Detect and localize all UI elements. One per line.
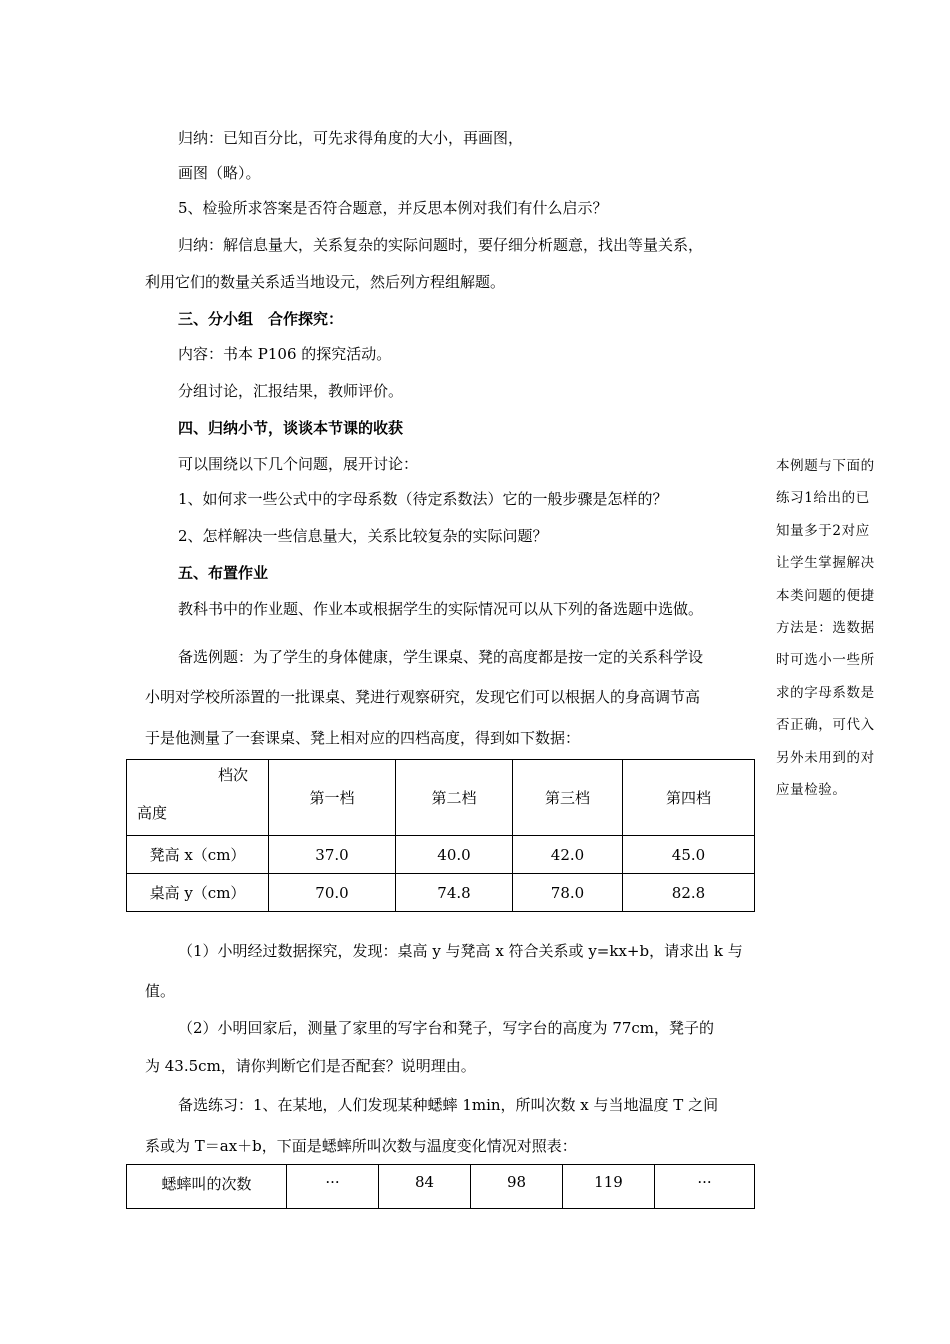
question-1-line-2: 值。 [145, 982, 176, 1000]
table-cell: 40.0 [396, 836, 513, 874]
exercise-line-2: 系或为 T＝ax＋b，下面是蟋蟀所叫次数与温度变化情况对照表： [145, 1137, 577, 1155]
paragraph-question-1: 1、如何求一些公式中的字母系数（待定系数法）它的一般步骤是怎样的？ [178, 490, 668, 508]
paragraph-example-line-1: 备选例题：为了学生的身体健康，学生课桌、凳的高度都是按一定的关系科学设 [178, 648, 704, 666]
table-cell: 37.0 [269, 836, 396, 874]
cricket-chirp-table [126, 1164, 755, 1209]
paragraph-question-2: 2、怎样解决一些信息量大，关系比较复杂的实际问题？ [178, 527, 548, 545]
question-2-line-2: 为 43.5cm，请你判断它们是否配套？说明理由。 [145, 1057, 476, 1075]
table-cell: ··· [655, 1165, 755, 1209]
table-cell: 98 [471, 1165, 563, 1209]
section-heading-3: 三、分小组 合作探究： [178, 310, 344, 328]
side-note: 本例题与下面的练习1给出的已知量多于2对应让学生掌握解决本类问题的便捷方法是：选数据时可选小一些所求的字母系数是否正确，可代入另外未用到的对应量检验。 [776, 458, 875, 799]
paragraph-example-line-3: 于是他测量了一套课桌、凳上相对应的四档高度，得到如下数据： [145, 729, 581, 747]
table-cell: 84 [379, 1165, 471, 1209]
table-cell: 45.0 [623, 836, 755, 874]
paragraph-drawing-omitted: 画图（略）。 [178, 164, 261, 182]
paragraph-content: 内容：书本 P106 的探究活动。 [178, 345, 392, 363]
paragraph-step-5: 5、检验所求答案是否符合题意，并反思本例对我们有什么启示？ [178, 199, 608, 217]
table-cell: ··· [287, 1165, 379, 1209]
paragraph-summary-line-2: 利用它们的数量关系适当地设元，然后列方程组解题。 [145, 273, 506, 291]
paragraph-example-line-2: 小明对学校所添置的一批课桌、凳进行观察研究，发现它们可以根据人的身高调节高 [145, 688, 701, 706]
corner-label-level: 档次 [217, 766, 248, 784]
section-heading-5: 五、布置作业 [178, 564, 269, 582]
table-row [127, 1165, 755, 1209]
table-cell: 70.0 [269, 874, 396, 912]
table-header: 第四档 [623, 760, 755, 836]
exercise-line-1: 备选练习：1、在某地，人们发现某种蟋蟀 1min，所叫次数 x 与当地温度 T 之间 [178, 1096, 719, 1114]
table-row [127, 836, 755, 874]
table-corner-cell [127, 760, 269, 836]
question-1-line-1: （1）小明经过数据探究，发现：桌高 y 与凳高 x 符合关系或 y=kx+b，请求出 k 与 [178, 942, 743, 960]
table-header: 第三档 [513, 760, 623, 836]
paragraph-summary-percent: 归纳：已知百分比，可先求得角度的大小，再画图， [178, 129, 524, 147]
question-2-line-1: （2）小明回家后，测量了家里的写字台和凳子，写字台的高度为 77cm，凳子的 [178, 1019, 715, 1037]
paragraph-summary-line-1: 归纳：解信息量大，关系复杂的实际问题时，要仔细分析题意，找出等量关系， [178, 236, 704, 254]
row-label: 蟋蟀叫的次数 [127, 1165, 287, 1209]
paragraph-group-discussion: 分组讨论，汇报结果，教师评价。 [178, 382, 404, 400]
height-data-table [126, 759, 755, 912]
row-label: 凳高 x（cm） [127, 836, 269, 874]
table-cell: 78.0 [513, 874, 623, 912]
corner-label-height: 高度 [137, 804, 168, 822]
table-row [127, 874, 755, 912]
table-cell: 74.8 [396, 874, 513, 912]
table-cell: 119 [563, 1165, 655, 1209]
table-header: 第一档 [269, 760, 396, 836]
section-heading-4: 四、归纳小节，谈谈本节课的收获 [178, 419, 404, 437]
table-cell: 82.8 [623, 874, 755, 912]
row-label: 桌高 y（cm） [127, 874, 269, 912]
table-cell: 42.0 [513, 836, 623, 874]
paragraph-homework: 教科书中的作业题、作业本或根据学生的实际情况可以从下列的备选题中选做。 [178, 600, 704, 618]
table-header: 第二档 [396, 760, 513, 836]
paragraph-discussion-intro: 可以围绕以下几个问题，展开讨论： [178, 455, 419, 473]
